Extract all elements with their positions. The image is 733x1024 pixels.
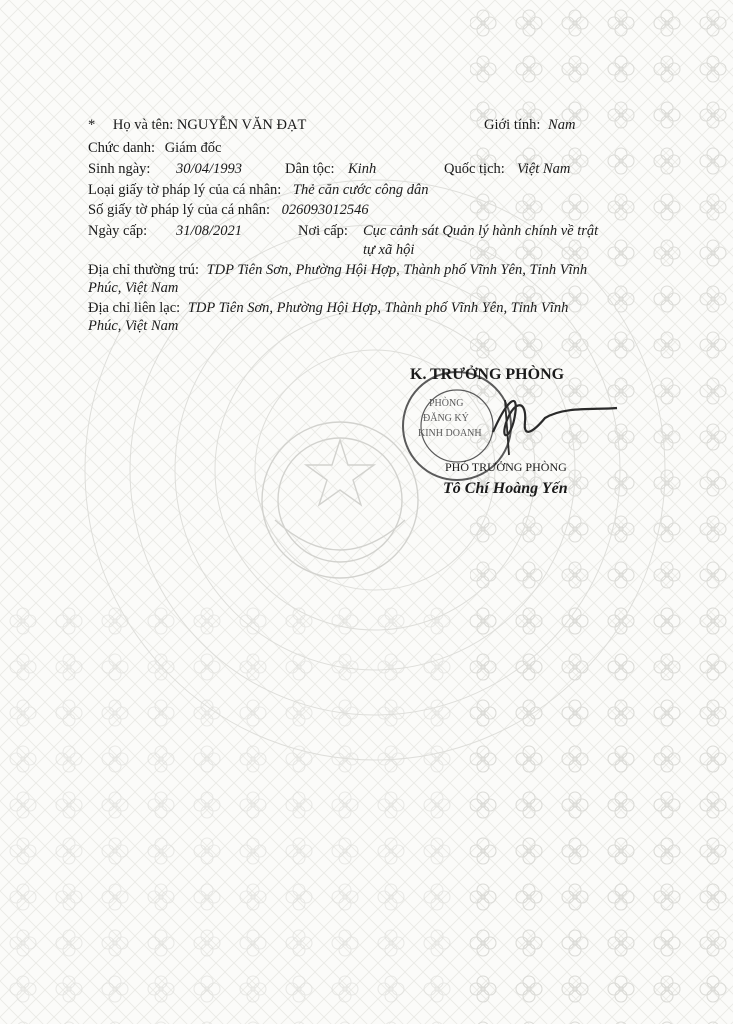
id-type-row <box>88 182 429 199</box>
permanent-address-value-line1: TDP Tiên Sơn, Phường Hội Hợp, Thành phố Vĩnh Yên, Tỉnh Vĩnh <box>206 262 588 278</box>
position-value: Giám đốc <box>164 140 222 156</box>
signature-prefix: K. <box>410 366 427 383</box>
permanent-address-value-line2: Phúc, Việt Nam <box>88 280 179 296</box>
contact-address-row <box>88 300 568 317</box>
nationality-value: Việt Nam <box>517 161 571 177</box>
name-row <box>88 117 306 134</box>
bullet-mark: * <box>88 117 96 133</box>
seal-inner-line3: KINH DOANH <box>418 428 482 439</box>
signature-subtitle: PHÓ TRƯỞNG PHÒNG <box>445 460 567 474</box>
id-type-label: Loại giấy tờ pháp lý của cá nhân: <box>88 182 282 198</box>
issue-place-value-line2: tự xã hội <box>363 242 415 258</box>
id-type-value: Thẻ căn cước công dân <box>292 182 429 198</box>
ethnic-label: Dân tộc: <box>285 161 335 177</box>
issue-place-value-line1: Cục cảnh sát Quản lý hành chính về trật <box>363 223 599 239</box>
seal-inner-line2: ĐĂNG KÝ <box>423 413 469 424</box>
contact-address-value-line1: TDP Tiên Sơn, Phường Hội Hợp, Thành phố Vĩnh Yên, Tỉnh Vĩnh <box>187 300 569 316</box>
signer-name: Tô Chí Hoàng Yến <box>443 480 568 497</box>
permanent-address-row <box>88 262 587 279</box>
issue-date-label: Ngày cấp: <box>88 223 148 239</box>
dob-row <box>88 161 150 178</box>
gender-row <box>484 117 575 134</box>
id-number-row <box>88 202 369 219</box>
position-row <box>88 140 221 157</box>
name-label: Họ và tên: <box>112 117 174 133</box>
position-label: Chức danh: <box>88 140 156 156</box>
dob-label: Sinh ngày: <box>88 161 151 177</box>
contact-address-label: Địa chỉ liên lạc: <box>88 300 181 316</box>
nationality-label: Quốc tịch: <box>444 161 505 177</box>
id-number-label: Số giấy tờ pháp lý của cá nhân: <box>88 202 271 218</box>
issue-date-value: 31/08/2021 <box>176 223 243 239</box>
permanent-address-label: Địa chỉ thường trú: <box>88 262 199 278</box>
signature-stroke <box>493 401 617 435</box>
name-value: NGUYỄN VĂN ĐẠT <box>176 117 307 133</box>
seal-inner-line1: PHÒNG <box>429 398 464 409</box>
contact-address-value-line2: Phúc, Việt Nam <box>88 318 179 334</box>
gender-value: Nam <box>548 117 576 133</box>
issue-place-label: Nơi cấp: <box>298 223 348 239</box>
signature-title: TRƯỞNG PHÒNG <box>430 366 565 383</box>
dob-value: 30/04/1993 <box>176 161 243 177</box>
ethnic-value: Kinh <box>348 161 377 177</box>
gender-label: Giới tính: <box>484 117 541 133</box>
id-number-value: 026093012546 <box>281 202 369 218</box>
